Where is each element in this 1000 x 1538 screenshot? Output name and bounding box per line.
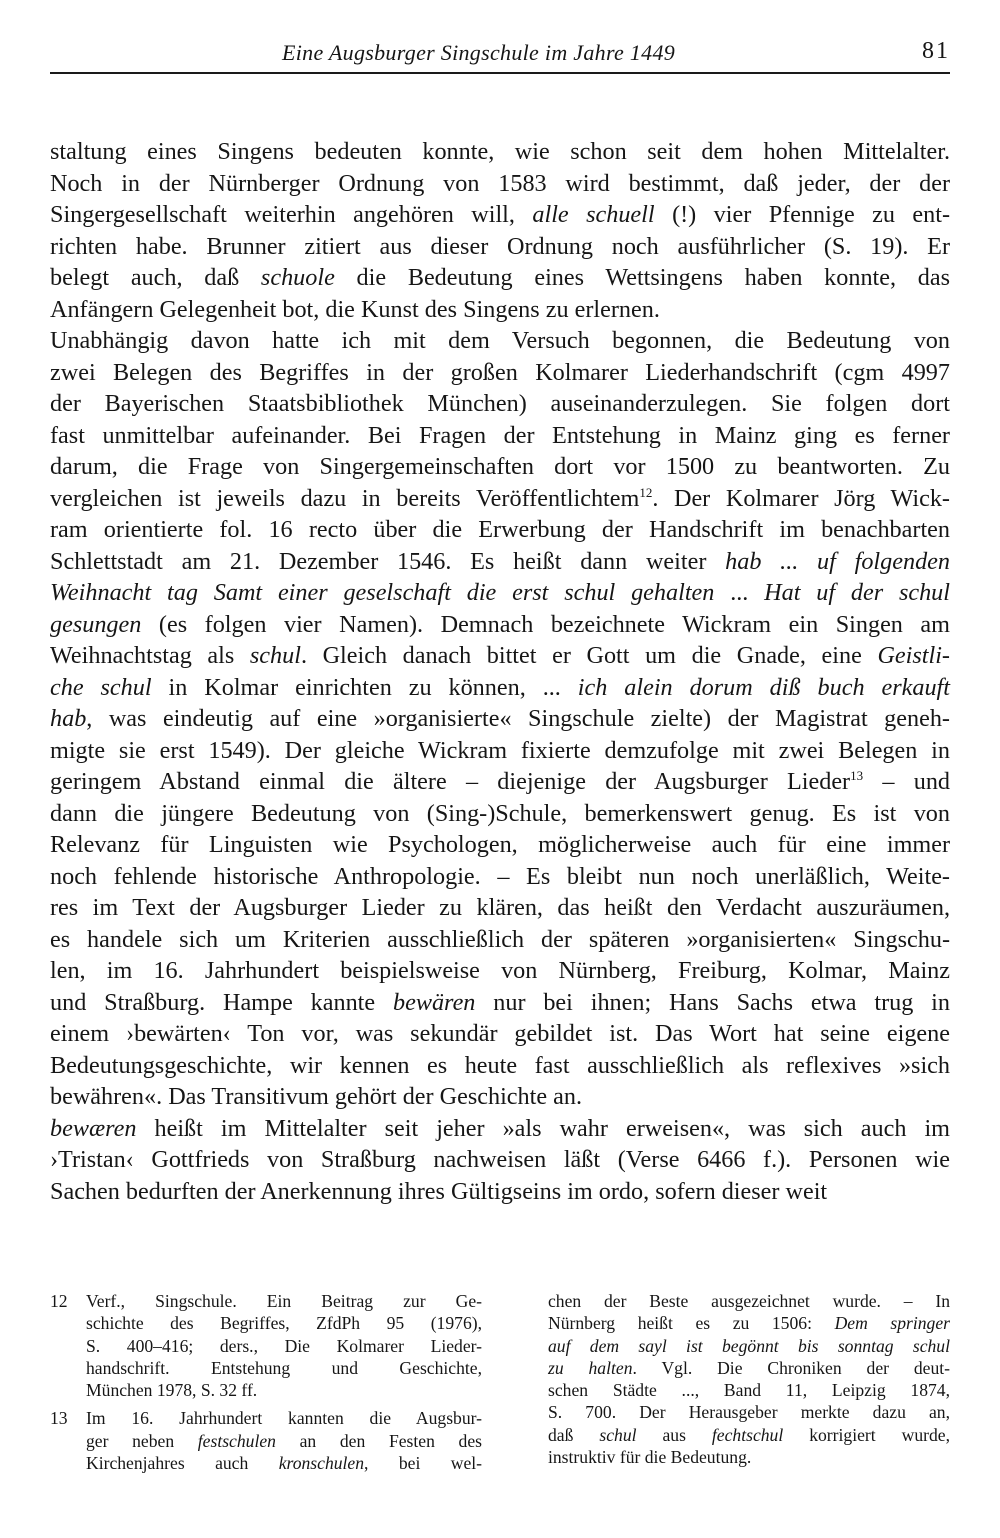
body-line: [50, 546, 950, 578]
text-run: der Bayerischen Staatsbibliothek München) auseinanderzulegen. Sie folgen dort: [50, 390, 950, 417]
body-text: [50, 136, 950, 1207]
body-line: [50, 955, 950, 987]
footnote: [50, 1290, 482, 1401]
text-run: zwei Belegen des Begriffes in der großen Kolmarer Liederhandschrift (cgm 4997: [50, 358, 950, 386]
body-line: [50, 1144, 950, 1176]
page-number: 81: [922, 38, 950, 64]
italic-text: hab ... uf folgenden: [725, 547, 950, 575]
text-run: S. 400–416; ders., Die Kolmarer Lieder-: [86, 1335, 482, 1356]
text-run: schen Städte ..., Band 11, Leipzig 1874,: [548, 1380, 950, 1401]
text-run: S. 700. Der Herausgeber merkte dazu an,: [548, 1402, 950, 1423]
italic-text: schul: [599, 1424, 637, 1445]
text-run: Unabhängig davon hatte ich mit dem Versuch begonnen, die Bedeutung von: [50, 327, 950, 354]
body-line: [50, 325, 950, 357]
italic-text: Geistli-: [877, 642, 950, 669]
text-run: vergleichen ist jeweils dazu in bereits Veröffentlichtem: [50, 484, 640, 512]
body-line: [50, 357, 950, 389]
italic-text: che schul: [50, 673, 152, 701]
text-run: ›Tristan‹ Gottfrieds von Straßburg nachweisen läßt (Verse 6466 f.). Personen wie: [50, 1146, 950, 1173]
text-run: Im 16. Jahrhundert kannten die Augsbur-: [86, 1408, 482, 1429]
body-line: [50, 136, 950, 168]
body-line: [50, 231, 950, 263]
text-run: handschrift. Entstehung und Geschichte,: [86, 1357, 482, 1378]
text-run: korrigiert wurde,: [783, 1424, 950, 1445]
footnote-line: [548, 1335, 950, 1357]
footnote-line: [548, 1290, 950, 1312]
text-run: Nürnberg heißt es zu 1506:: [548, 1313, 835, 1334]
text-run: (!) vier Pfennige zu ent-: [654, 201, 951, 228]
footnote-line: [86, 1430, 482, 1452]
text-run: darum, die Frage von Singergemeinschaften dort vor 1500 zu beantworten. Zu: [50, 453, 950, 480]
footnote-line: [548, 1357, 950, 1379]
italic-text: gesungen: [50, 610, 142, 638]
footnote-reference: 12: [639, 484, 653, 500]
text-run: bewähren«. Das Transitivum gehört der Geschichte an.: [50, 1083, 582, 1110]
footnote-line: [548, 1424, 950, 1446]
text-run: Kirchenjahres auch: [86, 1453, 279, 1474]
body-line: [50, 199, 950, 231]
italic-text: schuole: [260, 264, 335, 291]
text-run: aus: [636, 1424, 712, 1445]
text-run: . Vgl. Die Chroniken der deut-: [632, 1357, 950, 1378]
footnote-line: [548, 1312, 950, 1334]
text-run: chen der Beste ausgezeichnet wurde. – In: [548, 1291, 950, 1311]
footnote-line: [86, 1335, 482, 1357]
text-run: in Kolmar einrichten zu können, ...: [151, 673, 578, 701]
italic-text: Weihnacht tag Samt einer geselschaft die erst schul gehalten: [50, 579, 715, 606]
text-run: Relevanz für Linguisten wie Psychologen, möglicherweise auch für eine immer: [50, 831, 950, 858]
running-title: Eine Augsburger Singschule im Jahre 1449: [282, 40, 676, 65]
text-run: Sachen bedurften der Anerkennung ihres Gültigseins im ordo, sofern dieser weit: [50, 1177, 828, 1205]
text-run: Singergesellschaft weiterhin angehören will,: [50, 201, 533, 228]
footnote-line: [86, 1357, 482, 1379]
body-line: [50, 829, 950, 861]
text-run: München 1978, S. 32 ff.: [86, 1380, 258, 1401]
running-header: [50, 30, 950, 74]
footnotes-left-column: [50, 1290, 482, 1480]
text-run: schichte des Begriffes, ZfdPh 95 (1976),: [86, 1313, 482, 1334]
text-run: res im Text der Augsburger Lieder zu klären, das heißt den Verdacht auszuräumen,: [50, 894, 950, 921]
body-line: [50, 1113, 950, 1145]
text-run: ger neben: [86, 1430, 198, 1451]
text-run: Anfängern Gelegenheit bot, die Kunst des Singens zu erlernen.: [50, 295, 660, 323]
footnote-line: [86, 1290, 482, 1312]
body-line: [50, 420, 950, 452]
italic-text: schul: [249, 642, 301, 669]
body-line: [50, 703, 950, 735]
body-line: [50, 294, 950, 326]
body-line: [50, 798, 950, 830]
body-line: [50, 1176, 950, 1208]
italic-text: ich alein dorum diß buch erkauft: [577, 673, 950, 701]
italic-text: Dem springer: [834, 1313, 950, 1334]
italic-text: alle schuell: [532, 201, 655, 228]
text-run: geringem Abstand einmal die ältere – diejenige der Augsburger Lieder: [50, 768, 851, 795]
text-run: die Bedeutung eines Wettsingens haben konnte, das: [334, 264, 951, 291]
body-line: [50, 609, 950, 641]
body-line: [50, 735, 950, 767]
body-line: [50, 577, 950, 609]
body-line: [50, 924, 950, 956]
italic-text: zu halten: [548, 1357, 633, 1378]
text-run: daß: [548, 1424, 600, 1445]
body-line: [50, 892, 950, 924]
text-run: richten habe. Brunner zitiert aus dieser Ordnung noch ausführlicher (S. 19). Er: [50, 232, 950, 260]
text-run: Schlettstadt am 21. Dezember 1546. Es heißt dann weiter: [50, 547, 726, 575]
text-run: es handele sich um Kriterien ausschließlich der späteren »organisierten« Singschu-: [50, 925, 950, 953]
footnote-line: [548, 1446, 950, 1468]
text-run: Weihnachtstag als: [50, 642, 250, 669]
footnotes-right-column: [548, 1290, 950, 1468]
text-run: staltung eines Singens bedeuten konnte, wie schon seit dem hohen Mittelalter.: [50, 138, 950, 165]
text-run: instruktiv für die Bedeutung.: [548, 1447, 752, 1468]
footnote-line: [86, 1379, 482, 1401]
footnote-number: 13: [50, 1408, 68, 1429]
text-run: und Straßburg. Hampe kannte: [50, 988, 393, 1016]
text-run: , was eindeutig auf eine »organisierte« Singschule zielte) der Magistrat geneh-: [86, 705, 950, 732]
italic-text: Hat uf der schul: [764, 579, 950, 606]
text-run: nur bei ihnen; Hans Sachs etwa trug in: [475, 988, 950, 1016]
text-run: – und: [863, 768, 951, 795]
body-line: [50, 388, 950, 420]
footnote-number: 12: [50, 1291, 68, 1311]
italic-text: kronschulen: [278, 1453, 365, 1474]
text-run: einem ›bewärten‹ Ton vor, was sekundär gebildet ist. Das Wort hat seine eigene: [50, 1020, 950, 1047]
text-run: len, im 16. Jahrhundert beispielsweise von Nürnberg, Freiburg, Kolmar, Mainz: [50, 957, 950, 984]
body-line: [50, 672, 950, 704]
body-line: [50, 262, 950, 294]
italic-text: bewären: [393, 988, 476, 1016]
text-run: migte sie erst 1549). Der gleiche Wickram fixierte demzufolge mit zwei Belegen in: [50, 736, 950, 764]
body-line: [50, 987, 950, 1019]
footnote-line: [86, 1452, 482, 1474]
text-run: an den Festen des: [275, 1430, 482, 1451]
body-line: [50, 168, 950, 200]
text-run: dann die jüngere Bedeutung von (Sing-)Schule, bemerkenswert genug. Es ist von: [50, 799, 950, 827]
text-run: . Gleich danach bittet er Gott um die Gnade, eine: [300, 642, 878, 669]
footnote-line: [548, 1401, 950, 1423]
italic-text: bewæren: [50, 1114, 137, 1142]
footnote-line: [548, 1379, 950, 1401]
footnote-line: [86, 1312, 482, 1334]
text-run: Verf., Singschule. Ein Beitrag zur Ge-: [86, 1291, 482, 1311]
text-run: Noch in der Nürnberger Ordnung von 1583 wird bestimmt, daß jeder, der der: [50, 169, 950, 197]
body-line: [50, 1050, 950, 1082]
italic-text: hab: [50, 705, 87, 732]
body-line: [50, 514, 950, 546]
italic-text: auf dem sayl ist begönnt bis sonntag schul: [548, 1335, 950, 1356]
text-run: fast unmittelbar aufeinander. Bei Fragen der Entstehung in Mainz ging es ferner: [50, 421, 950, 449]
text-run: Bedeutungsgeschichte, wir kennen es heute fast ausschließlich als reflexives »sich: [50, 1051, 950, 1079]
text-run: ram orientierte fol. 16 recto über die Erwerbung der Handschrift im benachbarten: [50, 516, 950, 543]
body-line: [50, 1081, 950, 1113]
text-run: (es folgen vier Namen). Demnach bezeichnete Wickram ein Singen am: [141, 610, 950, 638]
text-run: , bei wel-: [364, 1453, 483, 1474]
text-run: ...: [714, 579, 765, 606]
text-run: . Der Kolmarer Jörg Wick-: [652, 484, 950, 512]
page: [50, 30, 950, 1207]
body-line: [50, 451, 950, 483]
italic-text: festschulen: [197, 1430, 276, 1451]
footnote: [50, 1407, 482, 1474]
body-line: [50, 766, 950, 798]
text-run: heißt im Mittelalter seit jeher »als wahr erweisen«, was sich auch im: [136, 1114, 950, 1142]
italic-text: fechtschul: [711, 1424, 784, 1445]
body-line: [50, 640, 950, 672]
body-line: [50, 1018, 950, 1050]
body-line: [50, 483, 950, 515]
text-run: noch fehlende historische Anthropologie. – Es bleibt nun noch unerläßlich, Weite-: [50, 862, 950, 890]
text-run: belegt auch, daß: [50, 264, 261, 291]
body-line: [50, 861, 950, 893]
footnote-line: [86, 1407, 482, 1429]
footnote-reference: 13: [850, 768, 864, 783]
